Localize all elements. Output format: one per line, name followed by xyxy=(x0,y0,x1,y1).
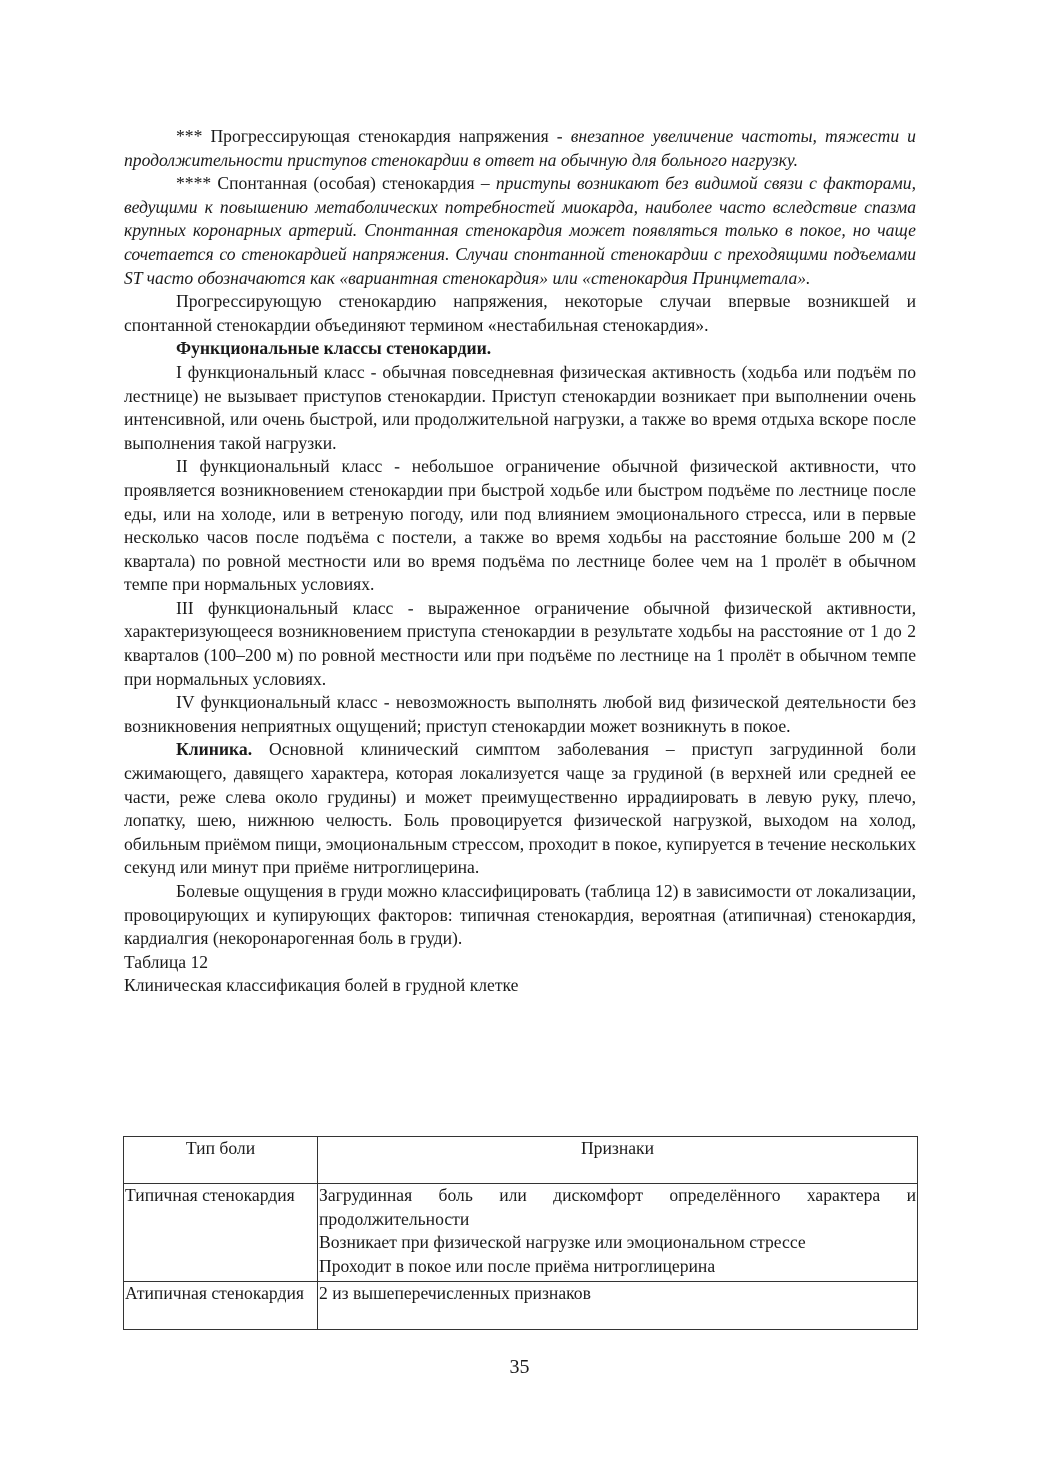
clinic-text: Основной клинический симптом заболевания – приступ загрудинной боли сжимающего, давящего характера, которая локализуется чаще за грудиной (в верхней или средней ее части, реже слева около грудины) и может преимущественно иррадиировать в левую руку, плечо, лопатку, шею, нижнюю челюсть. Боль провоцируется физической нагрузкой, выходом на холод, обильным приёмом пищи, эмоциональным стрессом, проходит в покое, купируется в течение нескольких секунд или минут при приёме нитроглицерина. xyxy=(124,739,916,878)
signs-cell xyxy=(318,1282,918,1330)
sign-item: Загрудинная боль или дискомфорт определённого характера и продолжительности xyxy=(319,1185,916,1229)
chest-pain-classification-table xyxy=(123,1136,918,1330)
paragraph-functional-class-4: IV функциональный класс - невозможность выполнять любой вид физической деятельности без возникновения неприятных ощущений; приступ стенокардии может возникнуть в покое. xyxy=(124,692,916,736)
paragraph-functional-class-3: III функциональный класс - выраженное ограничение обычной физической активности, характеризующееся возникновением приступа стенокардии в результате ходьбы на расстояние от 1 до 2 кварталов (100–200 м) по ровной местности или при подъёме по лестнице на 1 пролёт в обычном темпе при нормальных условиях. xyxy=(124,597,916,689)
body-text xyxy=(124,125,916,998)
paragraph-pain-classification: Болевые ощущения в груди можно классифицировать (таблица 12) в зависимости от локализации, провоцирующих и купирующих факторов: типичная стенокардия, вероятная (атипичная) стенокардия, кардиалгия (некоронарогенная боль в груди). xyxy=(124,881,916,949)
spontaneous-angina-term: **** Спонтанная (особая) стенокардия – xyxy=(176,173,496,194)
pain-type-cell: Атипичная стенокардия xyxy=(124,1282,318,1330)
paragraph-spontaneous-angina xyxy=(124,172,916,290)
table-row xyxy=(124,1282,918,1330)
paragraph-clinic xyxy=(124,738,916,880)
sign-item: 2 из вышеперечисленных признаков xyxy=(319,1283,591,1303)
sign-item: Возникает при физической нагрузке или эмоциональном стрессе xyxy=(319,1232,806,1253)
table-header-cell: Признаки xyxy=(318,1137,918,1184)
clinic-heading: Клиника. xyxy=(176,739,253,760)
table-number: Таблица 12 xyxy=(124,951,209,972)
sign-item: Проходит в покое или после приёма нитроглицерина xyxy=(319,1255,716,1276)
paragraph-unstable-angina: Прогрессирующую стенокардию напряжения, некоторые случаи впервые возникшей и спонтанной стенокардии объединяют термином «нестабильная стенокардия». xyxy=(124,291,916,335)
progressive-angina-definition: внезапное увеличение частоты, тяжести и продолжительности приступов стенокардии в ответ на обычную для больного нагрузку. xyxy=(124,126,916,170)
paragraph-functional-class-1: I функциональный класс - обычная повседневная физическая активность (ходьба или подъём по лестнице) не вызывает приступов стенокардии. Приступ стенокардии возникает при выполнении очень интенсивной, или очень быстрой, или продолжительной нагрузки, а также во время отдыха вскоре после выполнения такой нагрузки. xyxy=(124,361,916,453)
paragraph-functional-class-2: II функциональный класс - небольшое ограничение обычной физической активности, что проявляется возникновением стенокардии при быстрой ходьбе или быстром подъёме по лестнице после еды, или на холоде, или в ветреную погоду, или под влиянием эмоционального стресса, или в первые несколько часов после подъёма с постели, а также во время ходьбы на расстояние больше 200 м (2 квартала) по ровной местности или во время подъёма по лестнице более чем на 1 пролёт в обычном темпе при нормальных условиях. xyxy=(124,456,916,595)
table-header-cell: Тип боли xyxy=(124,1137,318,1184)
table-row xyxy=(124,1184,918,1282)
paragraph-progressive-angina xyxy=(124,125,916,172)
pain-type-cell: Типичная стенокардия xyxy=(124,1184,318,1282)
table-header-row xyxy=(124,1137,918,1184)
section-heading-functional-classes: Функциональные классы стенокардии. xyxy=(176,338,492,359)
signs-cell xyxy=(318,1184,918,1282)
page-number: 35 xyxy=(509,1356,530,1378)
progressive-angina-term: *** Прогрессирующая стенокардия напряжения - xyxy=(176,126,571,146)
table-caption: Клиническая классификация болей в грудной клетке xyxy=(124,975,519,996)
spontaneous-angina-definition: приступы возникают без видимой связи с факторами, ведущими к повышению метаболических потребностей миокарда, наиболее часто вследствие спазма крупных коронарных артерий. Спонтанная стенокардия может появляться только в покое, но чаще сочетается со стенокардией напряжения. Случаи спонтанной стенокардии с преходящими подъемами ST часто обозначаются как «вариантная стенокардия» или «стенокардия Принцметала». xyxy=(124,173,916,288)
